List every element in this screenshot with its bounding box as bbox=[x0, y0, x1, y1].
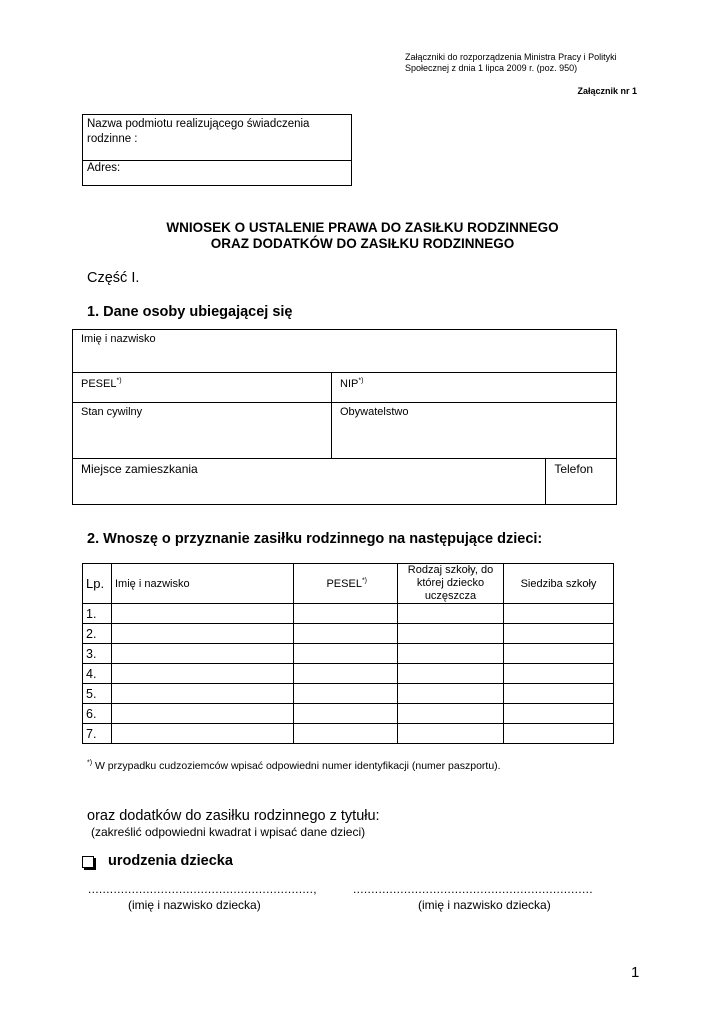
col-name: Imię i nazwisko bbox=[112, 564, 294, 604]
table-row bbox=[83, 664, 614, 684]
child-name-cell[interactable] bbox=[112, 644, 294, 664]
row-number: 6. bbox=[83, 704, 112, 724]
entity-box bbox=[82, 114, 352, 186]
page-number: 1 bbox=[631, 964, 640, 981]
child-school-seat-cell[interactable] bbox=[504, 664, 614, 684]
row-number: 4. bbox=[83, 664, 112, 684]
col-pesel-label: PESEL bbox=[326, 577, 362, 590]
col-pesel-marker: *) bbox=[361, 576, 367, 584]
child-name-cell[interactable] bbox=[112, 624, 294, 644]
child-school-type-cell[interactable] bbox=[398, 664, 504, 684]
child-school-type-cell[interactable] bbox=[398, 604, 504, 624]
marital-status-label: Stan cywilny bbox=[81, 406, 143, 418]
child-school-seat-cell[interactable] bbox=[504, 724, 614, 744]
row-number: 3. bbox=[83, 644, 112, 664]
section1-heading: 1. Dane osoby ubiegającej się bbox=[87, 304, 293, 320]
entity-name-label: Nazwa podmiotu realizującego świadczenia rodzinne : bbox=[87, 118, 310, 145]
child-school-type-cell[interactable] bbox=[398, 684, 504, 704]
entity-address-label: Adres: bbox=[87, 162, 121, 174]
section2-heading: 2. Wnoszę o przyznanie zasiłku rodzinnego na następujące dzieci: bbox=[87, 531, 543, 547]
col-pesel bbox=[294, 564, 398, 604]
child-name-cell[interactable] bbox=[112, 724, 294, 744]
child-name-cell[interactable] bbox=[112, 684, 294, 704]
entity-address-field[interactable] bbox=[83, 161, 351, 175]
row-number: 7. bbox=[83, 724, 112, 744]
regulation-note-line2: Społecznej z dnia 1 lipca 2009 r. (poz. 950) bbox=[405, 63, 578, 73]
citizenship-label: Obywatelstwo bbox=[340, 406, 409, 418]
child-name-caption-right: (imię i nazwisko dziecka) bbox=[418, 898, 551, 912]
col-school-type: Rodzaj szkoły, do której dziecko uczęszcza bbox=[398, 564, 504, 604]
nip-label: NIP bbox=[340, 378, 359, 390]
form-title-line2: ORAZ DODATKÓW DO ZASIŁKU RODZINNEGO bbox=[210, 236, 515, 251]
pesel-label: PESEL bbox=[81, 378, 117, 390]
child-school-type-cell[interactable] bbox=[398, 624, 504, 644]
child-name-caption-left: (imię i nazwisko dziecka) bbox=[128, 898, 261, 912]
child-pesel-cell[interactable] bbox=[294, 604, 398, 624]
child-name-dotted-left[interactable]: .............................................................., bbox=[88, 882, 317, 896]
form-title-line1: WNIOSEK O USTALENIE PRAWA DO ZASIŁKU RODZINNEGO bbox=[166, 220, 559, 235]
marital-status-field[interactable] bbox=[73, 403, 332, 459]
child-school-type-cell[interactable] bbox=[398, 644, 504, 664]
applicant-name-field[interactable] bbox=[73, 330, 617, 373]
children-table bbox=[82, 563, 614, 744]
phone-label: Telefon bbox=[554, 462, 594, 476]
footnote-text: W przypadku cudzoziemców wpisać odpowiedni numer identyfikacji (numer paszportu). bbox=[92, 760, 501, 772]
row-number: 5. bbox=[83, 684, 112, 704]
child-name-cell[interactable] bbox=[112, 704, 294, 724]
child-name-dotted-right[interactable]: .................................................................. bbox=[353, 882, 593, 896]
regulation-note-line1: Załączniki do rozporządzenia Ministra Pracy i Polityki bbox=[405, 52, 617, 62]
applicant-table bbox=[72, 329, 617, 505]
child-name-cell[interactable] bbox=[112, 604, 294, 624]
child-pesel-cell[interactable] bbox=[294, 684, 398, 704]
child-pesel-cell[interactable] bbox=[294, 704, 398, 724]
entity-name-field[interactable] bbox=[83, 115, 351, 161]
residence-field[interactable] bbox=[73, 459, 546, 505]
table-row bbox=[83, 684, 614, 704]
child-school-seat-cell[interactable] bbox=[504, 704, 614, 724]
phone-field[interactable] bbox=[546, 459, 617, 505]
nip-marker: *) bbox=[358, 377, 364, 385]
child-school-seat-cell[interactable] bbox=[504, 684, 614, 704]
table-row bbox=[83, 604, 614, 624]
child-name-cell[interactable] bbox=[112, 664, 294, 684]
citizenship-field[interactable] bbox=[332, 403, 617, 459]
footnote bbox=[87, 760, 501, 772]
col-lp: Lp. bbox=[83, 564, 112, 604]
birth-option-label: urodzenia dziecka bbox=[108, 853, 233, 869]
supplements-heading: oraz dodatków do zasiłku rodzinnego z tytułu: bbox=[87, 808, 380, 824]
child-school-seat-cell[interactable] bbox=[504, 624, 614, 644]
birth-checkbox[interactable] bbox=[82, 856, 94, 868]
footnote-marker: *) bbox=[87, 759, 93, 767]
child-school-type-cell[interactable] bbox=[398, 724, 504, 744]
table-row bbox=[83, 724, 614, 744]
child-pesel-cell[interactable] bbox=[294, 624, 398, 644]
child-pesel-cell[interactable] bbox=[294, 644, 398, 664]
child-pesel-cell[interactable] bbox=[294, 664, 398, 684]
regulation-note bbox=[405, 52, 617, 74]
residence-label: Miejsce zamieszkania bbox=[81, 462, 198, 476]
table-row bbox=[83, 624, 614, 644]
supplements-instruction: (zakreślić odpowiedni kwadrat i wpisać dane dzieci) bbox=[91, 825, 366, 839]
col-school-seat: Siedziba szkoły bbox=[504, 564, 614, 604]
nip-field[interactable] bbox=[332, 373, 617, 403]
applicant-name-label: Imię i nazwisko bbox=[81, 333, 156, 345]
pesel-field[interactable] bbox=[73, 373, 332, 403]
row-number: 2. bbox=[83, 624, 112, 644]
child-school-type-cell[interactable] bbox=[398, 704, 504, 724]
child-school-seat-cell[interactable] bbox=[504, 644, 614, 664]
pesel-marker: *) bbox=[116, 377, 122, 385]
annex-number: Załącznik nr 1 bbox=[577, 86, 637, 96]
child-pesel-cell[interactable] bbox=[294, 724, 398, 744]
child-school-seat-cell[interactable] bbox=[504, 604, 614, 624]
table-row bbox=[83, 644, 614, 664]
part-label: Część I. bbox=[87, 270, 140, 286]
table-row bbox=[83, 704, 614, 724]
row-number: 1. bbox=[83, 604, 112, 624]
